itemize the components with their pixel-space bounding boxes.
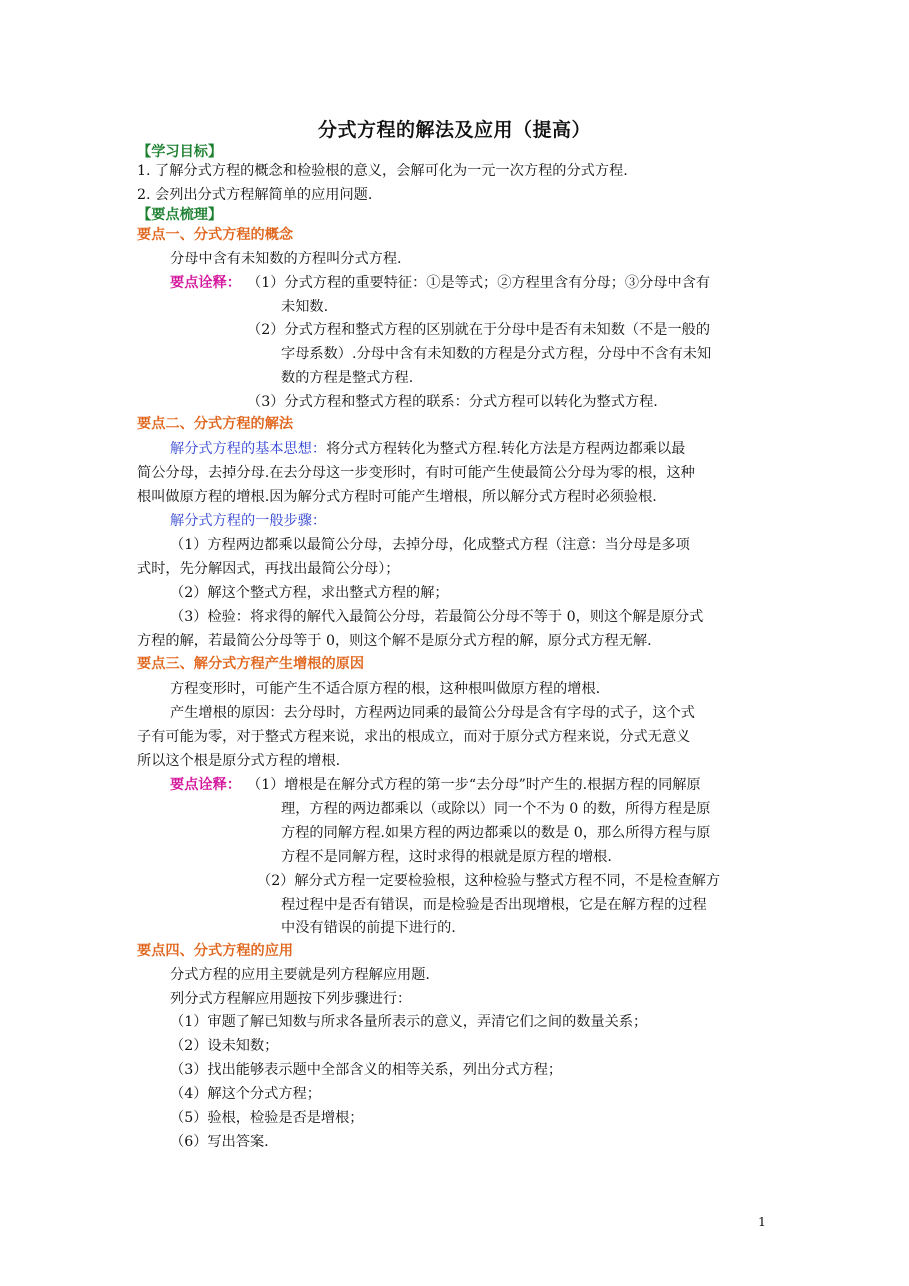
basic-idea-label: 解分式方程的基本思想： (170, 441, 327, 457)
steps-label: 解分式方程的一般步骤： (170, 513, 327, 529)
paragraph: 分母中含有未知数的方程叫分式方程. (170, 251, 402, 267)
paragraph: 子有可能为零，对于整式方程来说，求出的根成立，而对于原分式方程来说，分式无意义 (137, 729, 691, 745)
paragraph: 产生增根的原因：去分母时，方程两边同乘的最简公分母是含有字母的式子，这个式 (170, 705, 695, 721)
list-item: （6）写出答案. (170, 1134, 269, 1150)
step-line: 方程的解，若最简公分母等于 0，则这个解不是原分式方程的解，原分式方程无解. (137, 633, 652, 649)
note-line: 未知数. (281, 299, 329, 315)
note-line: 方程的同解方程.如果方程的两边都乘以的数是 0，那么所得方程与原 (281, 825, 711, 841)
summary-heading: 【要点梳理】 (137, 207, 223, 223)
note-line: （1）增根是在解分式方程的第一步“去分母”时产生的.根据方程的同解原 (247, 777, 701, 793)
step-line: （2）解这个整式方程，求出整式方程的解； (170, 585, 449, 601)
goal-heading: 【学习目标】 (137, 144, 223, 160)
step-line: （3）检验：将求得的解代入最简公分母，若最简公分母不等于 0，则这个解是原分式 (170, 609, 704, 625)
section-heading-3: 要点三、解分式方程产生增根的原因 (137, 656, 365, 672)
section-heading-2: 要点二、分式方程的解法 (137, 416, 294, 432)
list-item: （5）验根，检验是否是增根； (170, 1110, 364, 1126)
note-line: 方程不是同解方程，这时求得的根就是原方程的增根. (281, 849, 612, 865)
note-line: （3）分式方程和整式方程的联系：分式方程可以转化为整式方程. (247, 394, 658, 410)
step-line: （1）方程两边都乘以最简公分母，去掉分母，化成整式方程（注意：当分母是多项 (170, 537, 690, 553)
paragraph (170, 437, 685, 461)
paragraph: 分式方程的应用主要就是列方程解应用题. (170, 967, 430, 983)
section-heading-1: 要点一、分式方程的概念 (137, 227, 294, 243)
note-label: 要点诠释： (170, 275, 241, 291)
list-item: （1）审题了解已知数与所求各量所表示的意义，弄清它们之间的数量关系； (170, 1014, 648, 1030)
note-label: 要点诠释： (170, 777, 241, 793)
note-line: 理，方程的两边都乘以（或除以）同一个不为 0 的数，所得方程是原 (281, 801, 711, 817)
paragraph: 简公分母，去掉分母.在去分母这一步变形时，有时可能产生使最简公分母为零的根，这种 (137, 465, 695, 481)
note-line: 中没有错误的前提下进行的. (281, 920, 456, 936)
list-item: （4）解这个分式方程； (170, 1086, 321, 1102)
paragraph: 根叫做原方程的增根.因为解分式方程时可能产生增根，所以解分式方程时必须验根. (137, 489, 657, 505)
list-item: （2）设未知数； (170, 1038, 279, 1054)
note-line: 程过程中是否有错误，而是检验是否出现增根，它是在解方程的过程 (281, 897, 707, 913)
step-line: 式时，先分解因式，再找出最简公分母）； (137, 561, 400, 577)
note-line: 数的方程是整式方程. (281, 370, 414, 386)
goal-item: 2. 会列出分式方程解简单的应用问题. (137, 187, 373, 203)
note-line: 字母系数）.分母中含有未知数的方程是分式方程，分母中不含有未知 (281, 346, 712, 362)
paragraph: 所以这个根是原分式方程的增根. (137, 753, 341, 769)
section-heading-4: 要点四、分式方程的应用 (137, 943, 294, 959)
note-line: （2）解分式方程一定要检验根，这种检验与整式方程不同，不是检查解方 (257, 873, 721, 889)
basic-idea-text: 将分式方程转化为整式方程.转化方法是方程两边都乘以最 (326, 441, 686, 457)
paragraph: 列分式方程解应用题按下列步骤进行： (170, 991, 412, 1007)
list-item: （3）找出能够表示题中全部含义的相等关系，列出分式方程； (170, 1062, 563, 1078)
page-number: 1 (758, 1214, 766, 1229)
paragraph: 方程变形时，可能产生不适合原方程的根，这种根叫做原方程的增根. (170, 681, 601, 697)
goal-item: 1. 了解分式方程的概念和检验根的意义，会解可化为一元一次方程的分式方程. (137, 163, 628, 179)
note-line: （1）分式方程的重要特征：①是等式；②方程里含有分母；③分母中含有 (247, 275, 711, 291)
page-title: 分式方程的解法及应用（提高） (317, 119, 591, 141)
note-line: （2）分式方程和整式方程的区别就在于分母中是否有未知数（不是一般的 (247, 322, 711, 338)
